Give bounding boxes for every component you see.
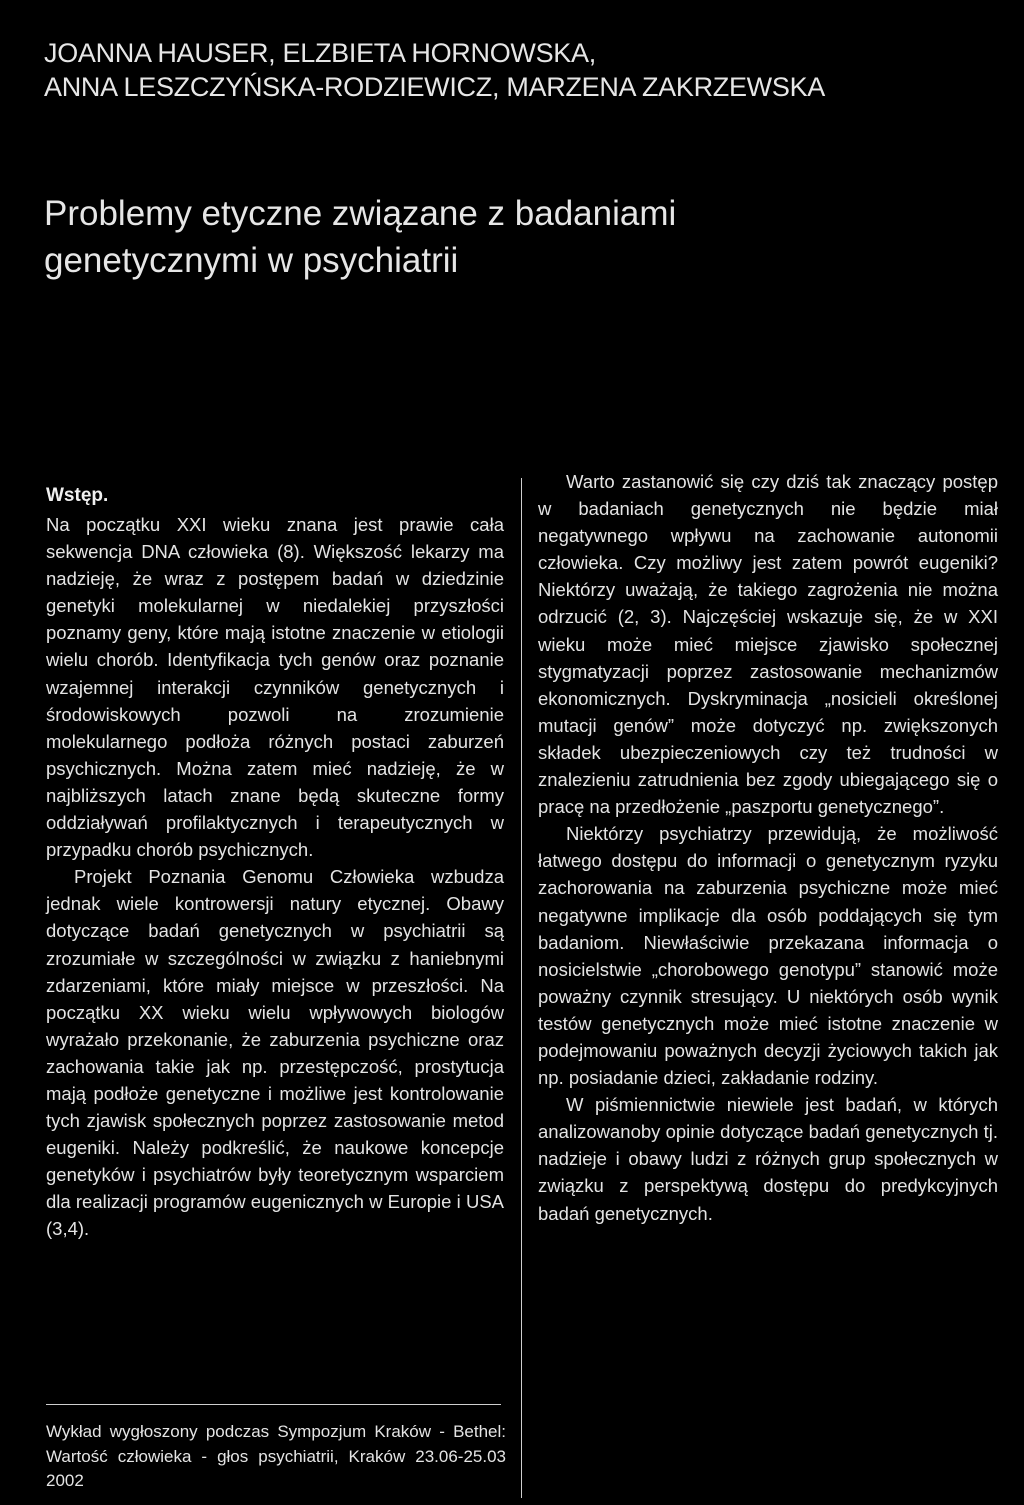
title-line-2: genetycznymi w psychiatrii: [44, 241, 459, 280]
right-paragraph-2: Niektórzy psychiatrzy przewidują, że możliwość łatwego dostępu do informacji o genetycznym ryzyku zachorowania na zaburzenia psychiczne może mieć negatywne implikacje dla osób poddających się tym badaniom. Niewłaściwie przekazana informacja o nosicielstwie „chorobowego genotypu” stanowić może poważny czynnik stresujący. U niektórych osób wynik testów genetycznych może mieć istotne znaczenie w podejmowaniu poważnych decyzji życiowych takich jak np. posiadanie dzieci, zakładanie rodziny.: [538, 823, 998, 1089]
footnote-rule: [46, 1404, 501, 1405]
right-paragraph-1: Warto zastanowić się czy dziś tak znaczący postęp w badaniach genetycznych nie będzie miał negatywnego wpływu na zachowanie autonomii człowieka. Czy możliwy jest zatem powrót eugeniki? Niektórzy uważają, że takiego zagrożenia nie można odrzucić (2, 3). Najczęściej wskazuje się, że w XXI wieku może mieć miejsce zjawisko społecznej stygmatyzacji poprzez zastosowanie mechanizmów ekonomicznych. Dyskryminacja „nosicieli określonej mutacji genów” może dotyczyć np. zwiększonych składek ubezpieczeniowych czy też trudności w znalezieniu zatrudnienia bez zgody ubiegającego się o pracę na przedłożenie „paszportu genetycznego”.: [538, 471, 998, 818]
right-column: [538, 468, 998, 1227]
left-column: [46, 482, 504, 1243]
authors-line-2: ANNA LESZCZYŃSKA-RODZIEWICZ, MARZENA ZAKRZEWSKA: [44, 72, 825, 102]
column-divider: [521, 478, 522, 1498]
article-title: [44, 190, 984, 284]
authors-line-1: JOANNA HAUSER, ELZBIETA HORNOWSKA,: [44, 38, 596, 68]
section-heading-intro: Wstęp.: [46, 485, 109, 506]
left-paragraph-1: Na początku XXI wieku znana jest prawie cała sekwencja DNA człowieka (8). Większość lekarzy ma nadzieję, że wraz z postępem badań w dziedzinie genetyki molekularnej w niedalekiej przyszłości poznamy geny, które mają istotne znaczenie w etiologii wielu chorób. Identyfikacja tych genów oraz poznanie wzajemnej interakcji czynników genetycznych i środowiskowych pozwoli na zrozumienie molekularnego podłoża różnych postaci zaburzeń psychicznych. Można zatem mieć nadzieję, że w najbliższych latach znane będą skuteczne formy oddziaływań profilaktycznych i terapeutycznych w przypadku chorób psychicznych.: [46, 514, 504, 861]
footnote: Wykład wygłoszony podczas Sympozjum Kraków - Bethel: Wartość człowieka - głos psychiatrii, Kraków 23.06-25.03 2002: [46, 1422, 506, 1490]
title-line-1: Problemy etyczne związane z badaniami: [44, 194, 677, 233]
right-paragraph-3: W piśmiennictwie niewiele jest badań, w których analizowanoby opinie dotyczące badań genetycznych tj. nadzieje i obawy ludzi z różnych grup społecznych w związku z perspektywą dostępu do predykcyjnych badań genetycznych.: [538, 1094, 998, 1224]
left-paragraph-2: Projekt Poznania Genomu Człowieka wzbudza jednak wiele kontrowersji natury etycznej. Obawy dotyczące badań genetycznych w psychiatrii są zrozumiałe w szczególności w związku z haniebnymi zdarzeniami, które miały miejsce w przeszłości. Na początku XX wieku wielu wpływowych biologów wyrażało przekonanie, że zaburzenia psychiczne oraz zachowania takie jak np. przestępczość, prostytucja mają podłoże genetyczne i możliwe jest kontrolowanie tych zjawisk społecznych poprzez zastosowanie metod eugeniki. Należy podkreślić, że naukowe koncepcje genetyków i psychiatrów były teoretycznym wsparciem dla realizacji programów eugenicznych w Europie i USA (3,4).: [46, 866, 504, 1240]
authors-block: [44, 36, 994, 104]
